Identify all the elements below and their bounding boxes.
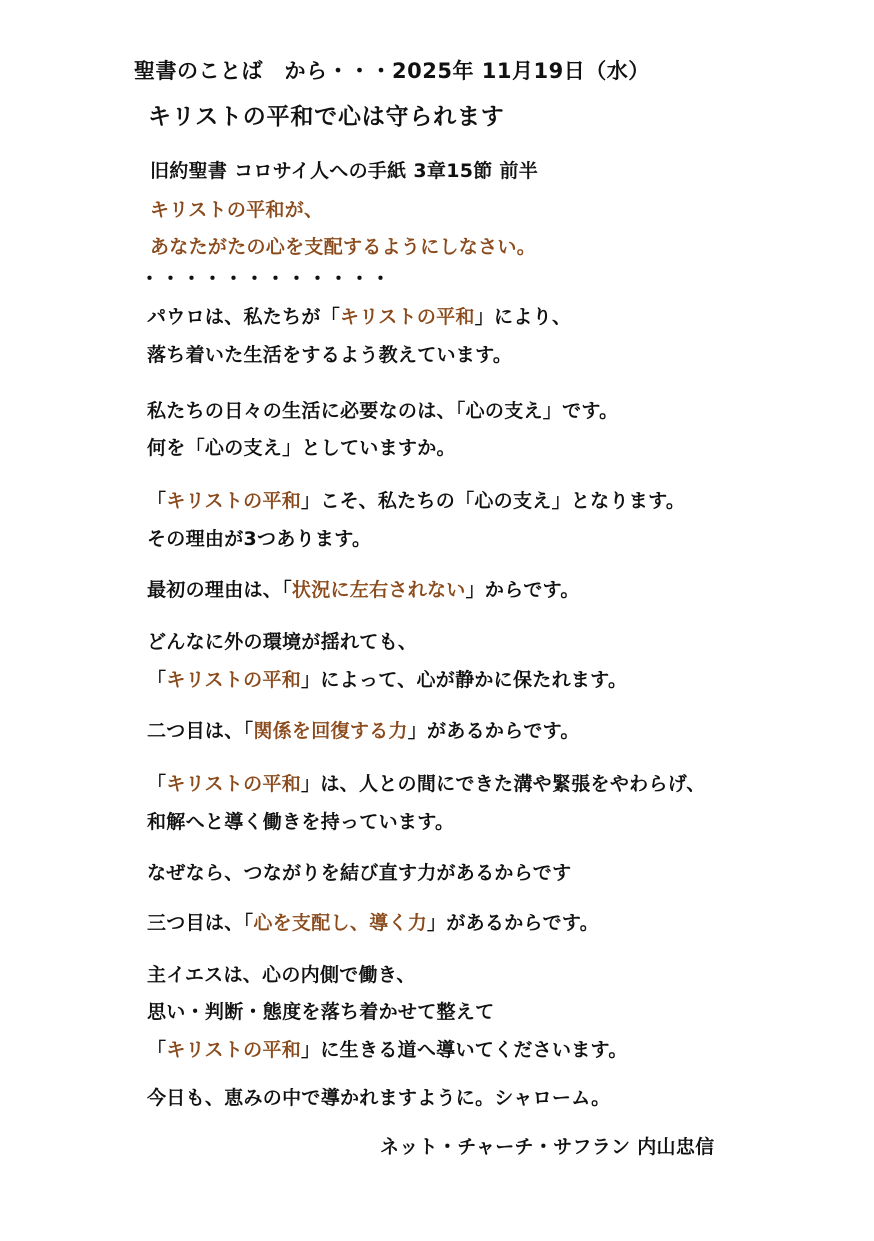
text-segment: 「 xyxy=(147,490,167,512)
highlight-phrase: キリストの平和 xyxy=(166,490,302,512)
text-segment: 」に生きる道へ導いてくださいます。 xyxy=(301,1039,628,1061)
paragraph-9-line-1 xyxy=(147,910,599,936)
paragraph-3-line-1 xyxy=(147,488,685,514)
text-segment: 」により、 xyxy=(474,306,572,328)
text-segment: 」があるからです。 xyxy=(427,912,600,934)
paragraph-11-line-1: 今日も、恵みの中で導かれますように。シャローム。 xyxy=(147,1087,611,1109)
text-segment: パウロは、私たちが「 xyxy=(147,306,341,328)
text-segment: 「 xyxy=(147,773,167,795)
signature: ネット・チャーチ・サフラン 内山忠信 xyxy=(380,1136,715,1158)
paragraph-5-line-1: どんなに外の環境が揺れても、 xyxy=(147,631,418,653)
verse-reference: 旧約聖書 コロサイ人への手紙 3章15節 前半 xyxy=(150,160,539,182)
text-segment: 」は、人との間にできた溝や緊張をやわらげ、 xyxy=(301,773,706,795)
highlight-phrase: キリストの平和 xyxy=(166,773,302,795)
separator-dots: ・・・・・・・・・・・・ xyxy=(140,268,393,290)
paragraph-5-line-2 xyxy=(147,667,627,693)
paragraph-8-line-1: なぜなら、つながりを結び直す力があるからです xyxy=(147,862,572,884)
highlight-phrase: キリストの平和 xyxy=(166,669,302,691)
highlight-phrase: 関係を回復する力 xyxy=(253,720,408,742)
paragraph-1-line-1 xyxy=(147,304,571,330)
text-segment: 三つ目は、「 xyxy=(147,912,254,934)
text-segment: 最初の理由は、「 xyxy=(147,579,292,601)
verse-line-1: キリストの平和が、 xyxy=(150,199,324,221)
paragraph-10-line-2: 思い・判断・態度を落ち着かせて整えて xyxy=(147,1001,495,1023)
text-segment: 二つ目は、「 xyxy=(147,720,254,742)
text-segment: 「 xyxy=(147,1039,167,1061)
paragraph-2-line-1: 私たちの日々の生活に必要なのは、「心の支え」です。 xyxy=(147,400,619,422)
highlight-phrase: キリストの平和 xyxy=(166,1039,302,1061)
paragraph-7-line-1 xyxy=(147,771,706,797)
text-segment: 「 xyxy=(147,669,167,691)
paragraph-6-line-1 xyxy=(147,718,580,744)
highlight-phrase: キリストの平和 xyxy=(340,306,475,328)
paragraph-2-line-2: 何を「心の支え」としていますか。 xyxy=(147,437,456,459)
paragraph-10-line-1: 主イエスは、心の内側で働き、 xyxy=(147,964,416,986)
highlight-phrase: 状況に左右されない xyxy=(291,579,466,601)
text-segment: 」からです。 xyxy=(465,579,580,601)
paragraph-1-line-2: 落ち着いた生活をするよう教えています。 xyxy=(147,344,513,366)
paragraph-3-line-2: その理由が3つあります。 xyxy=(147,528,372,550)
text-segment: 」こそ、私たちの「心の支え」となります。 xyxy=(301,490,686,512)
text-segment: 」があるからです。 xyxy=(407,720,580,742)
paragraph-7-line-2: 和解へと導く働きを持っています。 xyxy=(147,811,455,833)
text-segment: 」によって、心が静かに保たれます。 xyxy=(301,669,628,691)
verse-line-2: あなたがたの心を支配するようにしなさい。 xyxy=(150,236,537,258)
header-date-line: 聖書のことば から・・・2025年 11月19日（水） xyxy=(134,59,650,83)
highlight-phrase: 心を支配し、導く力 xyxy=(253,912,428,934)
paragraph-4-line-1 xyxy=(147,577,580,603)
page-title: キリストの平和で心は守られます xyxy=(148,104,505,130)
paragraph-10-line-3 xyxy=(147,1037,628,1063)
